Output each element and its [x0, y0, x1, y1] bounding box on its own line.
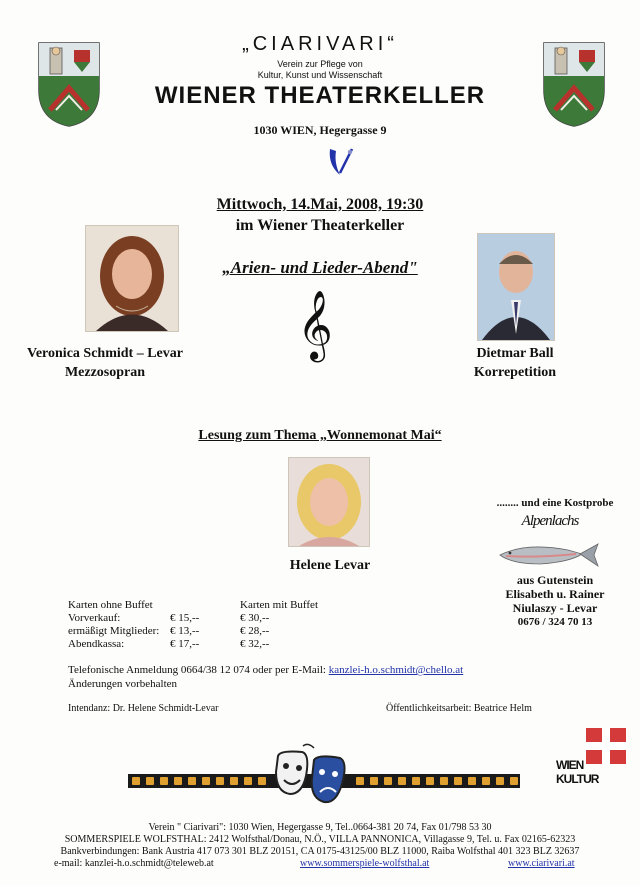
coat-of-arms-right-icon [541, 40, 607, 128]
treble-clef-icon: 𝄞 [297, 292, 333, 358]
contact-email-link[interactable]: kanzlei-h.o.schmidt@chello.at [328, 664, 464, 676]
photo-helene-levar [288, 457, 370, 547]
price-col2-header: Karten mit Buffet [240, 599, 318, 611]
tasting-names-2: Niulaszy - Levar [512, 601, 598, 615]
price-without-buffet: € 13,-- [170, 625, 200, 637]
price-label: ermäßigt Mitglieder: [68, 625, 160, 637]
event-title: „Arien- und Lieder-Abend" [222, 258, 418, 277]
event-date: Mittwoch, 14.Mai, 2008, 19:30 [216, 196, 424, 213]
photo-dietmar-ball [477, 233, 555, 341]
footer-line-3: Bankverbindungen: Bank Austria 417 073 301 BLZ 20151, CA 0175-43125/00 BLZ 11000, Raiba Wolfsthal 401 323 BLZ 32637 [60, 846, 580, 857]
price-col1-header: Karten ohne Buffet [68, 599, 153, 611]
contact-phone-text: Telefonische Anmeldung 0664/38 12 074 oder per E-Mail: [68, 664, 329, 676]
pr-credit: Öffentlichkeitsarbeit: Beatrice Helm [386, 703, 532, 714]
price-label: Abendkassa: [68, 638, 125, 650]
price-label: Vorverkauf: [68, 612, 121, 624]
vienna-flag-icon [586, 728, 626, 764]
tasting-phone: 0676 / 324 70 13 [517, 616, 593, 628]
reading-heading: Lesung zum Thema „Wonnemonat Mai“ [198, 428, 442, 443]
contact-line [68, 664, 463, 676]
wien-kultur-logo [556, 728, 628, 794]
reader-name: Helene Levar [289, 558, 371, 573]
price-row [68, 612, 322, 625]
org-line-1: Verein zur Pflege von [277, 59, 363, 69]
price-with-buffet: € 32,-- [240, 638, 270, 650]
coat-of-arms-left-icon [36, 40, 102, 128]
alpenlachs-script: Alpenlachs [521, 513, 579, 529]
tasting-heading: ........ und eine Kostprobe [496, 497, 614, 509]
photo-veronica-schmidt-levar [85, 225, 179, 332]
price-row [68, 625, 322, 638]
footer-line-1: Verein " Ciarivari": 1030 Wien, Hegergasse 9, Tel..0664-381 20 74, Fax 01/798 53 30 [148, 822, 492, 833]
org-name: „CIARIVARI“ [242, 33, 398, 55]
wien-logo-text: WIEN [556, 758, 584, 772]
changes-note: Änderungen vorbehalten [68, 678, 178, 690]
kultur-logo-text: KULTUR [556, 772, 599, 786]
price-header-row [68, 599, 322, 612]
performer-right-name: Dietmar Ball [476, 346, 554, 361]
org-line-2: Kultur, Kunst und Wissenschaft [257, 70, 383, 80]
ciarivari-logo-icon [326, 143, 356, 179]
price-table [68, 599, 322, 651]
footer-line-2: SOMMERSPIELE WOLFSTHAL: 2412 Wolfsthal/Donau, N.Ö., VILLA PANNONICA, Villagasse 9, Tel. u. Fax 02165-62323 [64, 834, 576, 845]
price-with-buffet: € 30,-- [240, 612, 270, 624]
price-without-buffet: € 15,-- [170, 612, 200, 624]
price-with-buffet: € 28,-- [240, 625, 270, 637]
fish-icon [496, 540, 600, 570]
tasting-names-1: Elisabeth u. Rainer [505, 587, 605, 601]
film-strip-decoration [128, 742, 520, 814]
performer-left-name: Veronica Schmidt – Levar [27, 346, 183, 361]
event-place: im Wiener Theaterkeller [235, 217, 405, 234]
venue-title: WIENER THEATERKELLER [154, 82, 486, 109]
footer-web-ciarivari[interactable]: www.ciarivari.at [508, 858, 575, 869]
theatre-masks-icon [276, 744, 345, 802]
intendanz-credit: Intendanz: Dr. Helene Schmidt-Levar [68, 703, 219, 714]
price-row [68, 638, 322, 651]
footer-web-sommerspiele[interactable]: www.sommerspiele-wolfsthal.at [300, 858, 430, 869]
performer-left-role: Mezzosopran [64, 365, 146, 380]
price-without-buffet: € 17,-- [170, 638, 200, 650]
performer-right-role: Korrepetition [473, 365, 557, 380]
footer-email: e-mail: kanzlei-h.o.schmidt@teleweb.at [54, 858, 214, 869]
tasting-origin: aus Gutenstein [516, 573, 594, 587]
venue-address: 1030 WIEN, Hegergasse 9 [253, 123, 387, 137]
